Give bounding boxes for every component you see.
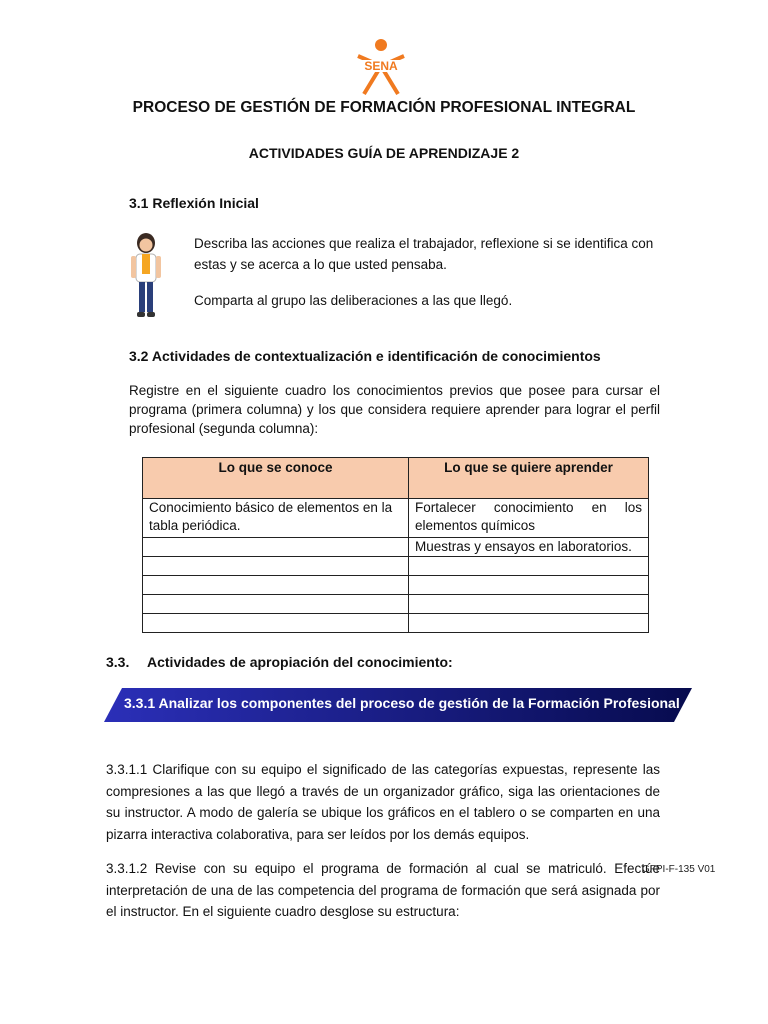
table-cell: Muestras y ensayos en laboratorios. <box>409 538 649 557</box>
table-header-known: Lo que se conoce <box>143 458 409 499</box>
section-3-3-heading: Actividades de apropiación del conocimiento: <box>147 654 453 670</box>
table-row <box>143 614 649 633</box>
section-3-3-number: 3.3. <box>106 654 130 670</box>
table-row <box>143 538 649 557</box>
sena-logo <box>352 38 410 98</box>
table-row <box>143 595 649 614</box>
table-row <box>143 576 649 595</box>
section-3-1-paragraph-2: Comparta al grupo las deliberaciones a las que llegó. <box>194 293 513 308</box>
paragraph-3-3-1-1: 3.3.1.1 Clarifique con su equipo el significado de las categorías expuestas, represente las compresiones a las que llegó a través de un organizador gráfico, siga las orientaciones de su instructor. A modo de galería se ubique los gráficos en el tablero o se comparten en una pizarra interactiva colaborativa, para ser leídos por los demás equipos. <box>106 762 660 842</box>
section-3-2-heading: 3.2 Actividades de contextualización e identificación de conocimientos <box>129 348 601 364</box>
table-cell <box>143 576 409 595</box>
form-code: GFPI-F-135 V01 <box>642 864 716 875</box>
worker-illustration <box>128 230 164 320</box>
table-cell <box>409 614 649 633</box>
table-cell <box>409 595 649 614</box>
knowledge-table <box>142 457 649 633</box>
paragraph-3-3-1-2: 3.3.1.2 Revise con su equipo el programa de formación al cual se matriculó. Efectúe interpretación de una de las competencia del programa de formación que será asignada por el instructor. En el siguiente cuadro desglose su estructura: <box>106 861 660 919</box>
table-cell <box>143 595 409 614</box>
table-row <box>143 499 649 538</box>
section-3-1-paragraph-1: Describa las acciones que realiza el trabajador, reflexione si se identifica con estas y se acerca a lo que usted pensaba. <box>194 236 654 272</box>
section-3-3-1-banner-title: 3.3.1 Analizar los componentes del proceso de gestión de la Formación Profesional <box>124 695 680 711</box>
table-cell <box>409 576 649 595</box>
table-cell: Fortalecer conocimiento en los elementos químicos <box>409 499 649 538</box>
section-3-1-heading: 3.1 Reflexión Inicial <box>129 195 259 211</box>
table-header-to-learn: Lo que se quiere aprender <box>409 458 649 499</box>
table-cell <box>143 614 409 633</box>
table-header-row <box>143 458 649 499</box>
table-cell <box>143 538 409 557</box>
table-cell <box>143 557 409 576</box>
logo-text: SENA <box>364 59 398 73</box>
document-title: PROCESO DE GESTIÓN DE FORMACIÓN PROFESIONAL INTEGRAL <box>132 99 636 116</box>
table-row <box>143 557 649 576</box>
section-3-2-paragraph: Registre en el siguiente cuadro los conocimientos previos que posee para cursar el programa (primera columna) y los que considera requiere aprender para lograr el perfil profesional (segunda columna): <box>129 383 660 436</box>
table-cell <box>409 557 649 576</box>
table-cell: Conocimiento básico de elementos en la tabla periódica. <box>143 499 409 538</box>
document-subtitle: ACTIVIDADES GUÍA DE APRENDIZAJE 2 <box>248 145 520 161</box>
